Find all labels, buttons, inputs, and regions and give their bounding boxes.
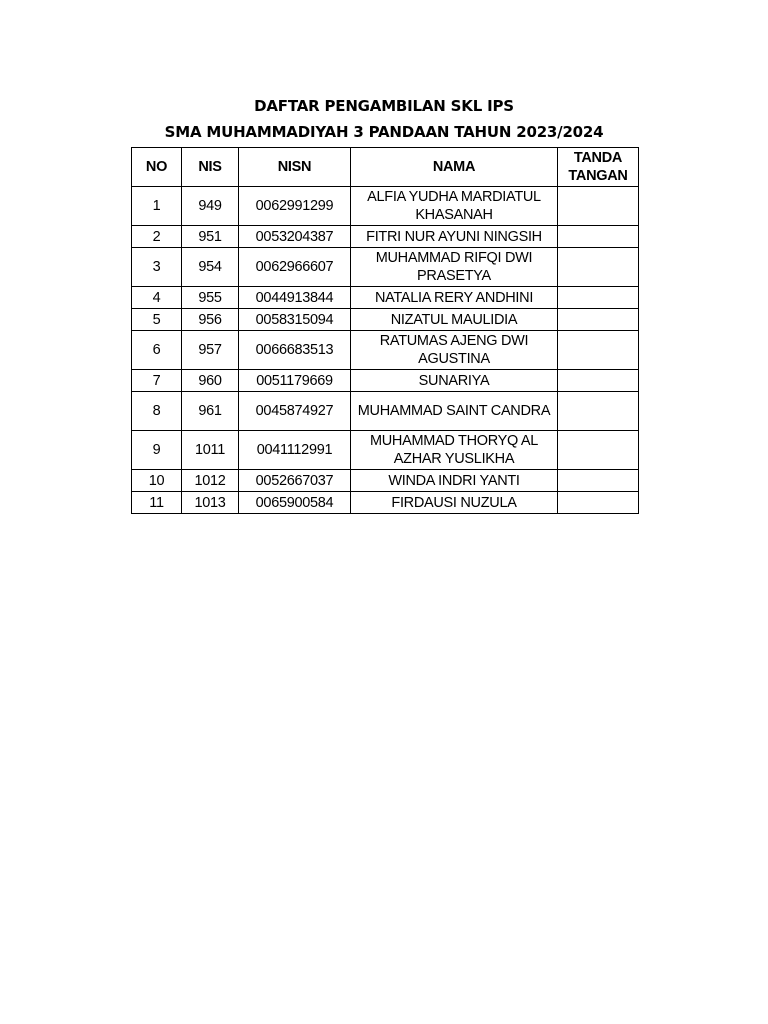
cell-nisn: 0051179669 [239,370,351,392]
cell-nama: SUNARIYA [351,370,558,392]
cell-nis: 1013 [182,492,239,514]
header-nama: NAMA [351,148,558,187]
table-row [132,370,639,392]
cell-nis: 960 [182,370,239,392]
skl-pickup-table [131,147,639,514]
cell-nis: 1012 [182,470,239,492]
cell-tanda-tangan [558,287,639,309]
header-nis: NIS [182,148,239,187]
cell-nis: 955 [182,287,239,309]
cell-nama: MUHAMMAD SAINT CANDRA [351,392,558,431]
table-row [132,248,639,287]
cell-tanda-tangan [558,370,639,392]
cell-nama: RATUMAS AJENG DWI AGUSTINA [351,331,558,370]
cell-tanda-tangan [558,392,639,431]
cell-nama: ALFIA YUDHA MARDIATUL KHASANAH [351,187,558,226]
document-subtitle: SMA MUHAMMADIYAH 3 PANDAAN TAHUN 2023/2024 [164,123,604,141]
table-body [132,187,639,514]
cell-no: 5 [132,309,182,331]
cell-nis: 949 [182,187,239,226]
cell-tanda-tangan [558,431,639,470]
cell-no: 4 [132,287,182,309]
cell-nama: NIZATUL MAULIDIA [351,309,558,331]
cell-nama: MUHAMMAD THORYQ AL AZHAR YUSLIKHA [351,431,558,470]
table-row [132,392,639,431]
cell-nisn: 0053204387 [239,226,351,248]
cell-tanda-tangan [558,470,639,492]
table-row [132,431,639,470]
table-row [132,287,639,309]
cell-nis: 951 [182,226,239,248]
cell-no: 10 [132,470,182,492]
cell-nisn: 0041112991 [239,431,351,470]
cell-nisn: 0052667037 [239,470,351,492]
cell-tanda-tangan [558,187,639,226]
table-row [132,226,639,248]
cell-nama: NATALIA RERY ANDHINI [351,287,558,309]
cell-no: 9 [132,431,182,470]
cell-nama: WINDA INDRI YANTI [351,470,558,492]
cell-nama: FIRDAUSI NUZULA [351,492,558,514]
table-row [132,492,639,514]
cell-nisn: 0066683513 [239,331,351,370]
cell-no: 3 [132,248,182,287]
cell-nis: 957 [182,331,239,370]
table-row [132,331,639,370]
header-no: NO [132,148,182,187]
table-row [132,187,639,226]
cell-nisn: 0045874927 [239,392,351,431]
cell-nama: MUHAMMAD RIFQI DWI PRASETYA [351,248,558,287]
cell-no: 6 [132,331,182,370]
cell-no: 7 [132,370,182,392]
cell-no: 2 [132,226,182,248]
cell-nisn: 0044913844 [239,287,351,309]
cell-nisn: 0058315094 [239,309,351,331]
cell-nisn: 0062966607 [239,248,351,287]
cell-no: 11 [132,492,182,514]
document-title: DAFTAR PENGAMBILAN SKL IPS [254,97,514,115]
cell-tanda-tangan [558,248,639,287]
table-row [132,470,639,492]
header-nisn: NISN [239,148,351,187]
cell-no: 1 [132,187,182,226]
cell-nis: 954 [182,248,239,287]
cell-tanda-tangan [558,309,639,331]
cell-tanda-tangan [558,331,639,370]
table-header-row [132,148,639,187]
cell-nisn: 0062991299 [239,187,351,226]
header-tanda-tangan: TANDA TANGAN [558,148,639,187]
cell-nis: 956 [182,309,239,331]
table-row [132,309,639,331]
cell-nisn: 0065900584 [239,492,351,514]
cell-tanda-tangan [558,226,639,248]
cell-nis: 1011 [182,431,239,470]
cell-no: 8 [132,392,182,431]
cell-nis: 961 [182,392,239,431]
cell-tanda-tangan [558,492,639,514]
cell-nama: FITRI NUR AYUNI NINGSIH [351,226,558,248]
